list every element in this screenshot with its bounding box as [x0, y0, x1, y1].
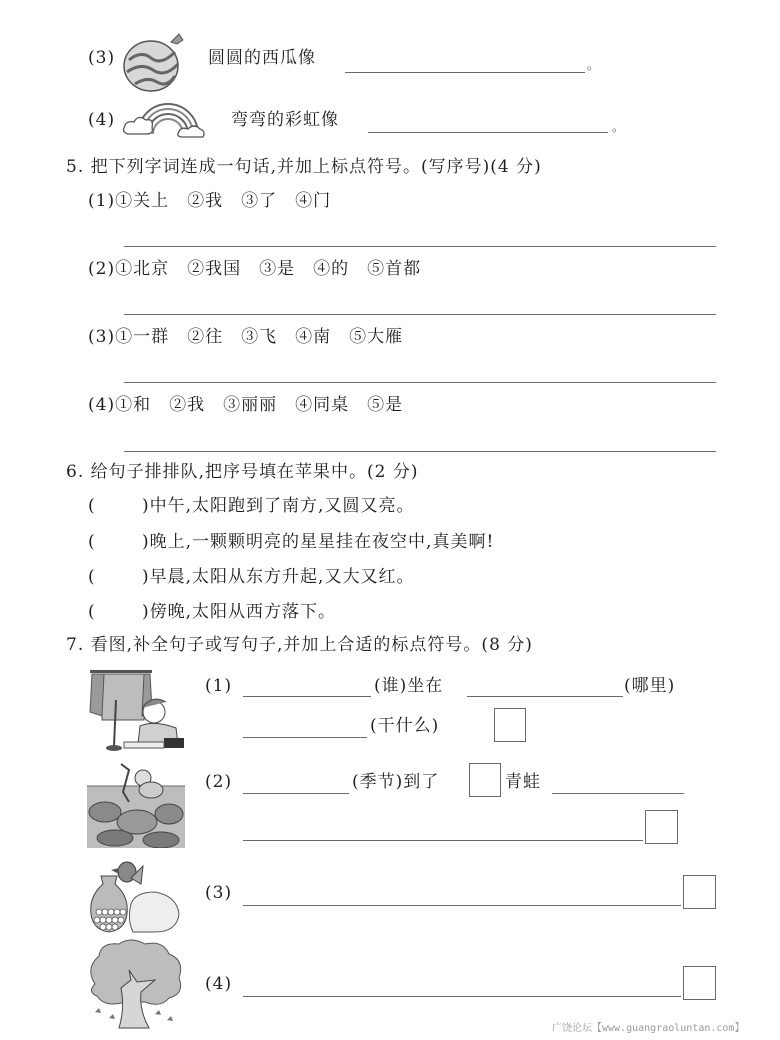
q7-item-1-punctuation-box[interactable]	[494, 708, 526, 742]
q5-item-2-option: ②我国	[187, 259, 242, 279]
q5-item-4-label: (4)	[88, 395, 116, 415]
q6-bracket-open: (	[88, 532, 96, 552]
q7-item-1-who-line[interactable]	[243, 696, 371, 697]
q5-item-4	[88, 394, 421, 416]
q7-item-3-sentence-line[interactable]	[243, 905, 681, 906]
q5-item-4-option: ②我	[169, 395, 206, 415]
q7-item-2-label: (2)	[205, 772, 233, 792]
q6-bracket-open: (	[88, 602, 96, 622]
q5-item-4-option: ④同桌	[295, 395, 350, 415]
girl-writing-at-desk-illustration	[84, 666, 188, 756]
q7-item-1-hint-what: (干什么)	[370, 716, 440, 736]
rainbow-illustration	[120, 94, 206, 142]
q6-sentence-2: )晚上,一颗颗明亮的星星挂在夜空中,真美啊!	[142, 532, 495, 552]
q7-item-4-label: (4)	[205, 974, 233, 994]
q7-item-2-frog-line[interactable]	[552, 793, 684, 794]
q6-sentence-2-order-input[interactable]	[100, 530, 140, 552]
q6-sentence-3-order-input[interactable]	[100, 565, 140, 587]
q6-bracket-open: (	[88, 567, 96, 587]
q4-item-3-answer-line[interactable]	[345, 72, 585, 73]
q5-item-2-option: ①北京	[115, 259, 170, 279]
q7-item-2-text-frog: 青蛙	[505, 772, 541, 792]
q7-item-1-hint-where: (哪里)	[624, 676, 676, 696]
q6-title: 6. 给句子排排队,把序号填在苹果中。(2 分)	[66, 462, 419, 482]
q7-item-2-season-line[interactable]	[243, 793, 349, 794]
q5-item-2-option: ⑤首都	[367, 259, 422, 279]
q6-sentence-1-order-input[interactable]	[100, 494, 140, 516]
q7-item-1-what-line[interactable]	[243, 737, 367, 738]
q5-item-4-option: ⑤是	[367, 395, 404, 415]
q5-item-1	[88, 190, 349, 212]
q4-item-4-period: 。	[612, 120, 626, 134]
q7-item-3-label: (3)	[205, 883, 233, 903]
q7-item-2-punctuation-box-1[interactable]	[469, 763, 501, 797]
q5-item-2-label: (2)	[88, 259, 116, 279]
q4-item-3-label: (3)	[88, 48, 116, 68]
tree-falling-leaves-illustration	[85, 938, 185, 1030]
q5-item-2-option: ④的	[313, 259, 350, 279]
q7-item-1-hint-who: (谁)坐在	[374, 676, 444, 696]
q4-item-4-answer-line[interactable]	[368, 132, 608, 133]
watermelon-illustration	[121, 30, 187, 94]
q5-item-3-option: ⑤大雁	[349, 327, 404, 347]
q5-item-3-option: ③飞	[241, 327, 278, 347]
q5-item-2	[88, 258, 439, 280]
q5-title: 5. 把下列字词连成一句话,并加上标点符号。(写序号)(4 分)	[66, 157, 542, 177]
q5-item-1-label: (1)	[88, 191, 116, 211]
crow-and-pitcher-illustration	[85, 856, 185, 936]
q5-item-2-option: ③是	[259, 259, 296, 279]
q7-item-1-where-line[interactable]	[467, 696, 623, 697]
q7-item-3-punctuation-box[interactable]	[683, 875, 716, 909]
q4-item-3-period: 。	[587, 58, 601, 72]
q6-sentence-4: )傍晚,太阳从西方落下。	[142, 602, 337, 622]
q5-item-1-option: ①关上	[115, 191, 170, 211]
q6-sentence-3: )早晨,太阳从东方升起,又大又红。	[142, 567, 415, 587]
q5-item-3-option: ④南	[295, 327, 332, 347]
q5-item-1-option: ④门	[295, 191, 332, 211]
q7-item-1-label: (1)	[205, 676, 233, 696]
q5-item-3	[88, 326, 421, 348]
q5-item-1-option: ②我	[187, 191, 224, 211]
q5-item-3-answer-line[interactable]	[124, 382, 716, 383]
q7-item-2-hint-season: (季节)到了	[352, 772, 440, 792]
q7-item-4-punctuation-box[interactable]	[683, 966, 716, 1000]
q5-item-1-option: ③了	[241, 191, 278, 211]
q7-title: 7. 看图,补全句子或写句子,并加上合适的标点符号。(8 分)	[66, 635, 533, 655]
q7-item-4-sentence-line[interactable]	[243, 996, 681, 997]
q4-item-3-text: 圆圆的西瓜像	[208, 48, 316, 68]
q5-item-3-option: ②往	[187, 327, 224, 347]
q4-item-4-text: 弯弯的彩虹像	[231, 110, 339, 130]
q5-item-3-label: (3)	[88, 327, 116, 347]
q5-item-3-option: ①一群	[115, 327, 170, 347]
q5-item-2-answer-line[interactable]	[124, 314, 716, 315]
watermark: 广饶论坛【www.guangraoluntan.com】	[552, 1023, 745, 1034]
q5-item-4-option: ①和	[115, 395, 152, 415]
q7-item-2-punctuation-box-2[interactable]	[645, 810, 678, 844]
q5-item-1-answer-line[interactable]	[124, 246, 716, 247]
q6-sentence-1: )中午,太阳跑到了南方,又圆又亮。	[142, 496, 415, 516]
frog-on-lotus-pond-illustration	[85, 762, 187, 848]
q4-item-4-label: (4)	[88, 110, 116, 130]
q7-item-2-sentence-line[interactable]	[243, 840, 643, 841]
q5-item-4-option: ③丽丽	[223, 395, 278, 415]
q5-item-4-answer-line[interactable]	[124, 451, 716, 452]
q6-bracket-open: (	[88, 496, 96, 516]
q6-sentence-4-order-input[interactable]	[100, 600, 140, 622]
